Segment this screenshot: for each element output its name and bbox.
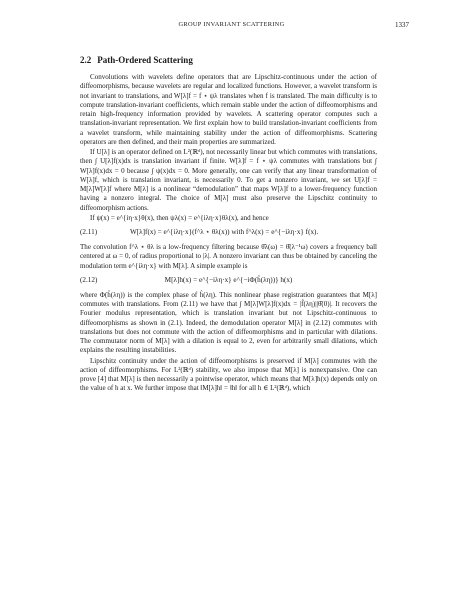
paragraph: The convolution f^λ ⋆ θλ is a low-frequency filtering because θ̂λ(ω) = θ̂(λ⁻¹ω) covers a frequency ball centered at ω = 0, of radius proportional to |λ|. A nonzero invariant can thus be obtained by canceling the modulation term e^{iλη·x} with M[λ]. A simple example is [80,243,377,270]
paragraph: If ψ(x) = e^{iη·x}θ(x), then ψλ(x) = e^{iλη·x}θλ(x), and hence [90,213,269,222]
paragraph: Convolutions with wavelets define operators that are Lipschitz-continuous under the action of diffeomorphisms, because wavelets are regular and localized functions. However, a wavelet transform is not invariant to translations, and W[λ]f = f ⋆ ψλ translates when f is translated. The main difficulty is to compute translation-invariant coefficients, which remain stable under the action of diffeomorphisms and retain high-frequency information provided by wavelets. A scattering operator computes such a translation-invariant representation. We first explain how to build translation-invariant coefficients from a wavelet transform, while maintaining stability under the action of diffeomorphisms. Scattering operators are then defined, and their main properties are summarized. [80,73,377,146]
section-number: 2.2 [80,55,92,65]
running-head: GROUP INVARIANT SCATTERING [178,21,285,28]
equation-label: (2.12) [80,275,98,284]
page-number: 1337 [395,21,409,29]
page-header [0,21,463,33]
equation-2-12 [80,275,377,286]
equation-2-11 [80,227,377,238]
equation-label: (2.11) [80,228,98,236]
section-title: Path-Ordered Scattering [97,55,193,65]
paragraph: If U[λ] is an operator defined on L²(ℝᵈ), not necessarily linear but which commutes with translations, then ∫ U[λ]f(x)dx is translation invariant if finite. W[λ]f = f ⋆ ψλ commutes with translations but ∫ W[λ]f(x)dx = 0 because ∫ ψ(x)dx = 0. More generally, one can verify that any linear transformation of W[λ]f, which is translation invariant, is necessarily 0. To get a nonzero invariant, we set U[λ]f = M[λ]W[λ]f where M[λ] is a nonlinear “demodulation” that maps W[λ]f to a lower-frequency function having a nonzero integral. The choice of M[λ] must also preserve the Lipschitz continuity to diffeomorphism actions. [80,148,377,212]
section-heading [80,55,193,65]
equation-body: W[λ]f(x) = e^{iλη·x}(f^λ ⋆ θλ(x)) with f^λ(x) = e^{−iλη·x} f(x). [130,228,319,236]
body-text [80,73,377,395]
paragraph: Lipschitz continuity under the action of diffeomorphisms is preserved if M[λ] commutes with the action of diffeomorphisms. For L²(ℝᵈ) stability, we also impose that M[λ] is nonexpansive. One can prove [4] that M[λ] is then necessarily a pointwise operator, which means that M[λ]h(x) depends only on the value of h at x. We further impose that ‖M[λ]h‖ = ‖h‖ for all h ∈ L²(ℝᵈ), which [80,356,377,393]
paragraph: where Φ(ĥ(λη)) is the complex phase of ĥ(λη). This nonlinear phase registration guarantees that M[λ] commutes with translations. From (2.11) we have that ∫ M[λ]W[λ]f(x)dx = |f̂(λη)||θ̂(0)|. It recovers the Fourier modulus representation, which is translation invariant but not Lipschitz-continuous to diffeomorphisms as shown in (2.1). Indeed, the demodulation operator M[λ] in (2.12) commutes with translations but does not commute with the action of diffeomorphisms and in particular with dilations. The commutator norm of M[λ] with a dilation is equal to 2, even for arbitrarily small dilations, which explains the resulting instabilities. [80,290,377,355]
equation-body: M[λ]h(x) = e^{−iλη·x} e^{−iΦ(ĥ(λη))} h(x) [164,275,293,284]
